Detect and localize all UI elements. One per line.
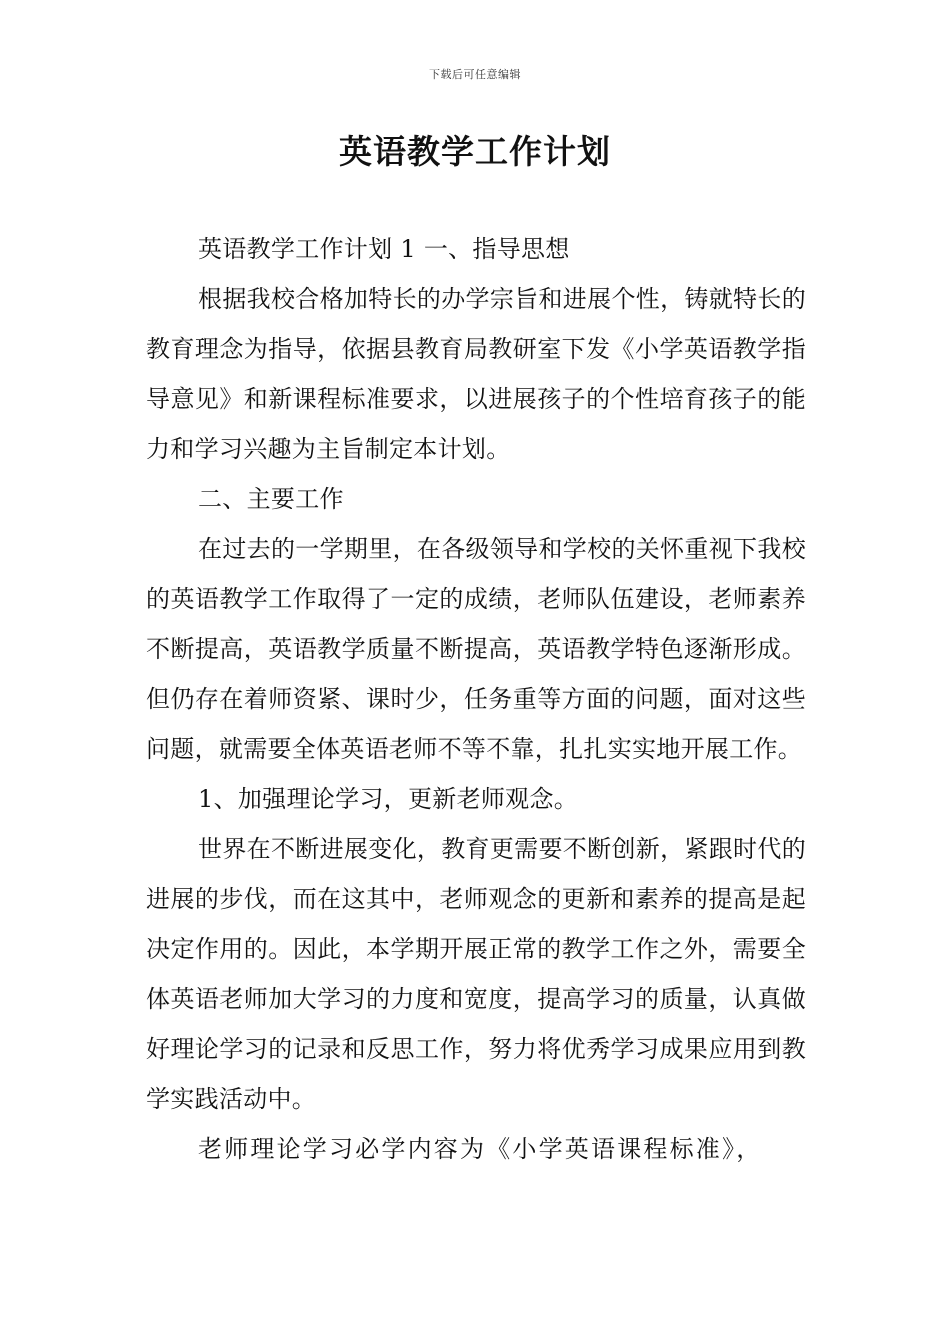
- paragraph-6: 世界在不断进展变化，教育更需要不断创新，紧跟时代的进展的步伐，而在这其中，老师观念的更新和素养的提高是起决定作用的。因此，本学期开展正常的教学工作之外，需要全体英语老师加大学习的力度和宽度，提高学习的质量，认真做好理论学习的记录和反思工作，努力将优秀学习成果应用到教学实践活动中。: [146, 835, 806, 1113]
- paragraph-3: 二、主要工作: [198, 485, 344, 513]
- paragraph-7: 老师理论学习必学内容为《小学英语课程标准》，: [198, 1135, 763, 1163]
- paragraph-2: 根据我校合格加特长的办学宗旨和进展个性，铸就特长的教育理念为指导，依据县教育局教研室下发《小学英语教学指导意见》和新课程标准要求，以进展孩子的个性培育孩子的能力和学习兴趣为主旨制定本计划。: [146, 285, 806, 463]
- paragraph-5: 1、加强理论学习，更新老师观念。: [198, 785, 579, 813]
- paragraph-1: 英语教学工作计划 1 一、指导思想: [198, 235, 570, 263]
- page-title: 英语教学工作计划: [339, 132, 611, 171]
- paragraph-4: 在过去的一学期里，在各级领导和学校的关怀重视下我校的英语教学工作取得了一定的成绩，老师队伍建设，老师素养不断提高，英语教学质量不断提高，英语教学特色逐渐形成。但仍存在着师资紧、课时少，任务重等方面的问题，面对这些问题，就需要全体英语老师不等不靠，扎扎实实地开展工作。: [146, 535, 806, 763]
- document-body: [146, 224, 806, 1174]
- header-note: 下载后可任意编辑: [429, 68, 521, 81]
